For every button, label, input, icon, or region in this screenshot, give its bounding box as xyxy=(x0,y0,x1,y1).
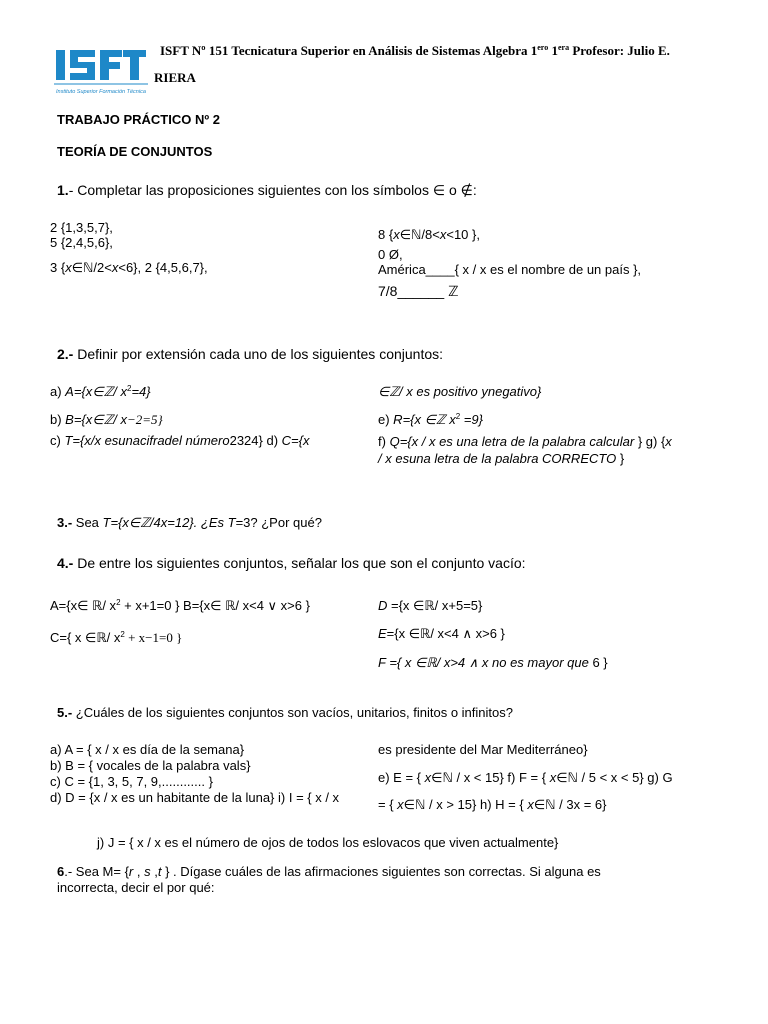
q1-left-2: 5 {2,4,5,6}, xyxy=(50,235,113,250)
question-6-line-1: 6.- Sea M= {r , s ,t } . Dígase cuáles de las afirmaciones siguientes son correctas. Si alguna es xyxy=(57,864,601,879)
question-1: 1.- Completar las proposiciones siguientes con los símbolos ∈ o ∉: xyxy=(57,182,477,198)
q2-c: c) T={x/x esunacifradel número2324} d) C={x xyxy=(50,433,310,448)
page-title: TRABAJO PRÁCTICO Nº 2 xyxy=(57,112,220,127)
q1-right-3: América____{ x / x es el nombre de un país }, xyxy=(378,262,642,277)
q5-d: d) D = {x / x es un habitante de la luna} i) I = { x / x xyxy=(50,790,340,805)
q2-e: e) R={x ∈ℤ $x^2 =9$} xyxy=(378,412,483,427)
q5-a: a) A = { x / x es día de la semana} xyxy=(50,742,245,757)
svg-text:Instituto Superior Formación T: Instituto Superior Formación Técnica xyxy=(56,89,146,95)
q4-left-1: A={x∈ ℝ/ $x^2 + x+1=0$ } B={x∈ ℝ/ x<4 ∨ x>6 } xyxy=(50,598,310,613)
q4-e: E={x ∈ℝ/ x<4 ∧ x>6 } xyxy=(378,626,505,641)
q2-a: a) A={x∈ℤ/ $x^2=4$} xyxy=(50,384,151,399)
q4-d: D ={x ∈ℝ/ x+5=5} xyxy=(378,598,483,613)
q2-b: b) B={x∈ℤ/ x−2=5} xyxy=(50,412,163,427)
q2-f-line-2: / x esuna letra de la palabra CORRECTO } xyxy=(378,451,625,466)
q5-right-2: e) E = { x∈ℕ / x < 15} f) F = { x∈ℕ / 5 < x < 5} g) G xyxy=(378,770,673,785)
isft-logo xyxy=(50,44,150,103)
header-line-2: RIERA xyxy=(154,70,196,85)
q1-right-1: 8 {x∈ℕ/8<x<10 }, xyxy=(378,227,480,242)
q1-right-2: 0 Ø, xyxy=(378,247,403,262)
q5-right-1: es presidente del Mar Mediterráneo} xyxy=(378,742,588,757)
q5-j: j) J = { x / x es el número de ojos de todos los eslovacos que viven actualmente} xyxy=(97,835,559,850)
q1-left-1: 2 {1,3,5,7}, xyxy=(50,220,113,235)
q2-f-line-1: f) Q={x / x es una letra de la palabra calcular } g) {x xyxy=(378,434,672,449)
question-3: 3.- Sea T={x∈ℤ/4x=12}. ¿Es T=3? ¿Por qué? xyxy=(57,515,322,530)
question-4: 4.- De entre los siguientes conjuntos, señalar los que son el conjunto vacío: xyxy=(57,555,526,571)
question-2: 2.- Definir por extensión cada uno de los siguientes conjuntos: xyxy=(57,346,444,362)
question-6-line-2: incorrecta, decir el por qué: xyxy=(57,880,215,895)
q5-right-3: = { x∈ℕ / x > 15} h) H = { x∈ℕ / 3x = 6} xyxy=(378,797,607,812)
q4-f: F ={ x ∈ℝ/ x>4 ∧ x no es mayor que 6 } xyxy=(378,655,608,670)
q4-left-2: C={ x ∈ℝ/ $x^2 + x-1=0$ } xyxy=(50,630,183,645)
q5-c: c) C = {1, 3, 5, 7, 9,............ } xyxy=(50,774,213,789)
q1-left-3: 3 {x∈ℕ/2<x<6}, 2 {4,5,6,7}, xyxy=(50,260,208,275)
question-5: 5.- ¿Cuáles de los siguientes conjuntos son vacíos, unitarios, finitos o infinitos? xyxy=(57,705,513,720)
page-subtitle: TEORÍA DE CONJUNTOS xyxy=(57,144,213,159)
q5-b: b) B = { vocales de la palabra vals} xyxy=(50,758,251,773)
header-line-1: ISFT Nº 151 Tecnicatura Superior en Análisis de Sistemas Algebra $1^{ero}$ $1^{era}$ Profesor: Julio E. xyxy=(160,43,670,58)
q1-right-4: 7/8______ ℤ xyxy=(378,283,459,299)
q2-right-1: ∈ℤ/ x es positivo ynegativo} xyxy=(378,384,542,399)
